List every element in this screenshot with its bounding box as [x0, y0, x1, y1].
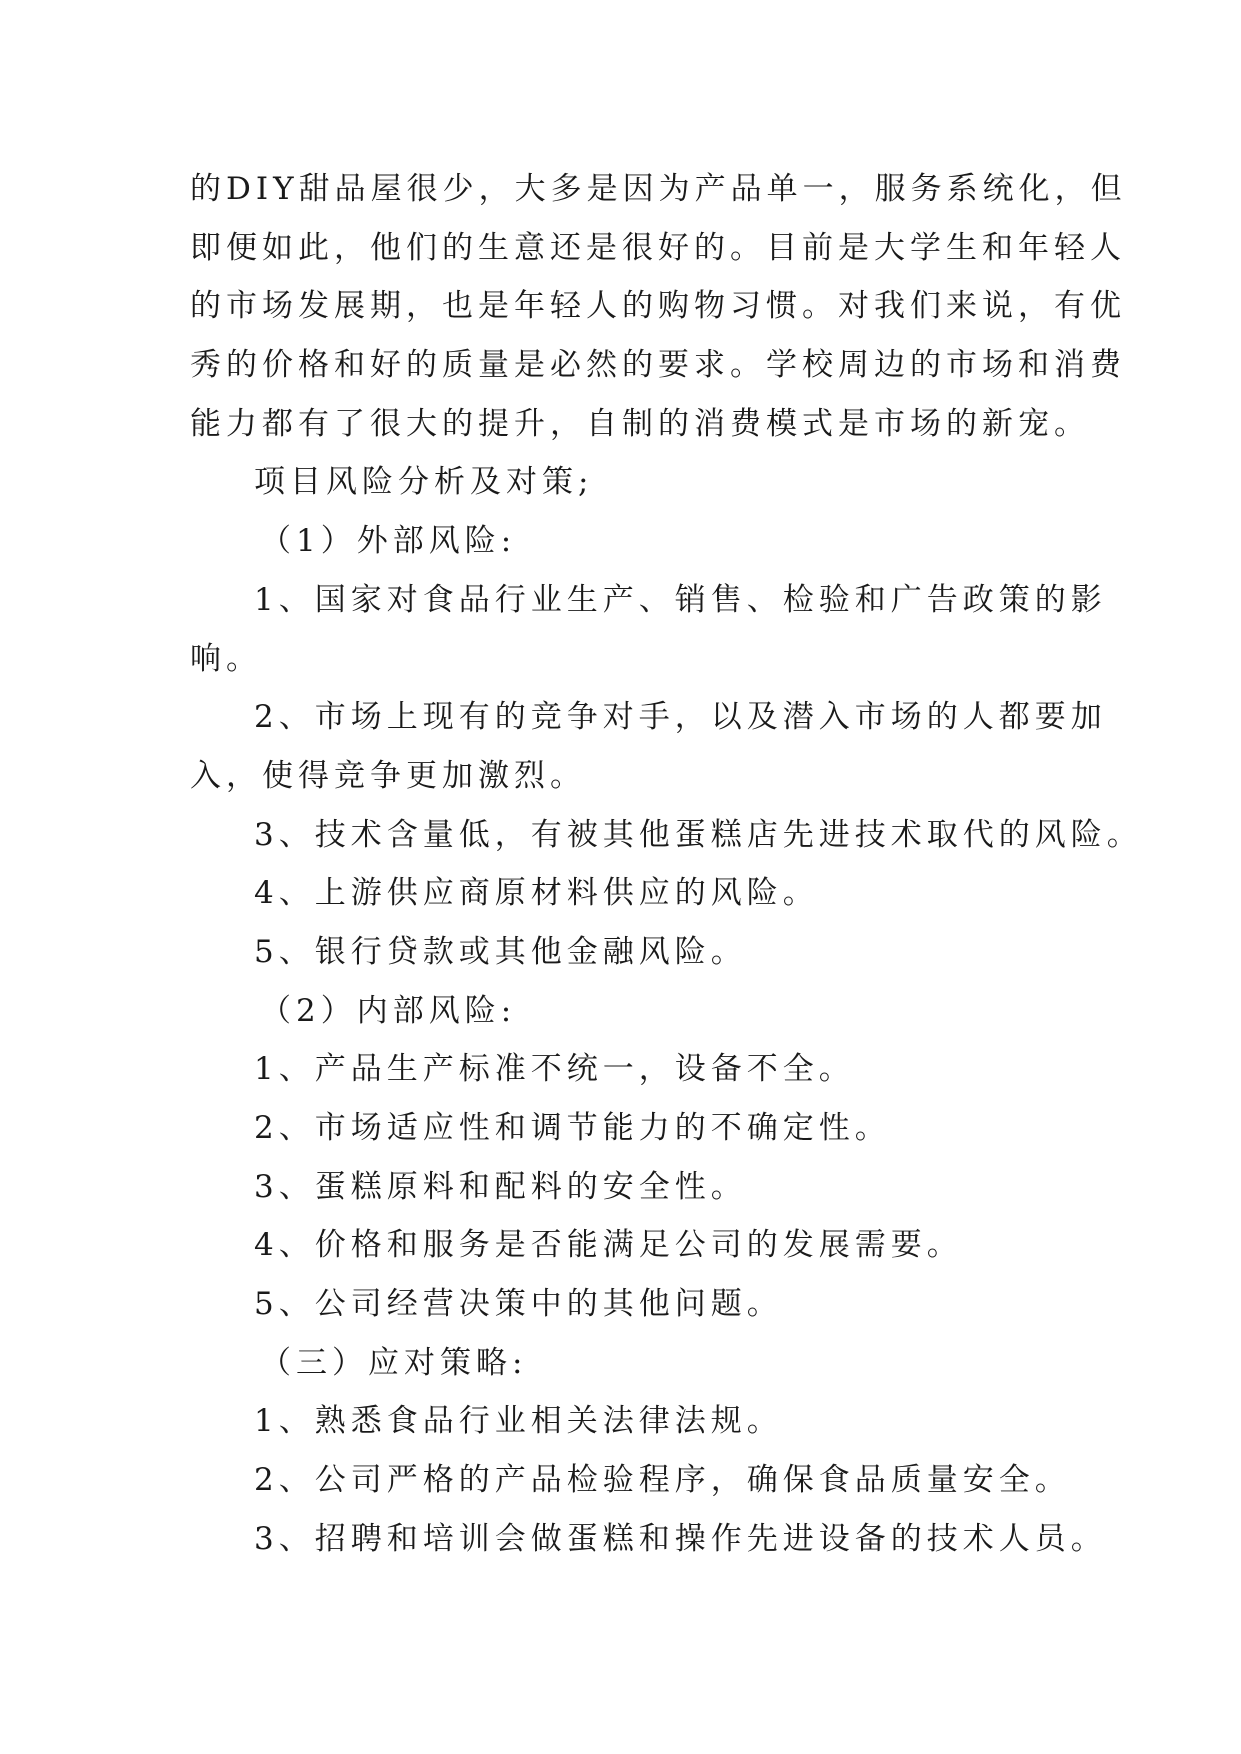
list-item: 1、产品生产标准不统一，设备不全。	[254, 1051, 855, 1088]
list-item: 4、价格和服务是否能满足公司的发展需要。	[254, 1227, 963, 1264]
subheading-countermeasures: （三）应对策略:	[260, 1344, 528, 1381]
list-item: 3、蛋糕原料和配料的安全性。	[254, 1168, 747, 1205]
document-body	[190, 160, 1143, 1569]
list-item: 1、熟悉食品行业相关法律法规。	[254, 1403, 783, 1440]
list-item: 4、上游供应商原材料供应的风险。	[254, 875, 819, 912]
list-item: 5、银行贷款或其他金融风险。	[254, 933, 747, 970]
list-item: 2、公司严格的产品检验程序，确保食品质量安全。	[254, 1462, 1071, 1499]
subheading-external-risk: （1）外部风险:	[260, 523, 517, 560]
list-item: 2、市场上现有的竞争对手，以及潜入市场的人都要加	[254, 699, 1107, 736]
paragraph-line: 的DIY甜品屋很少，大多是因为产品单一，服务系统化，但	[190, 171, 1127, 207]
paragraph-line: 即便如此，他们的生意还是很好的。目前是大学生和年轻人	[190, 229, 1126, 266]
paragraph-line: 能力都有了很大的提升，自制的消费模式是市场的新宠。	[190, 405, 1090, 442]
paragraph-line: 的市场发展期，也是年轻人的购物习惯。对我们来说，有优	[190, 288, 1126, 325]
subheading-internal-risk: （2）内部风险:	[260, 992, 517, 1029]
paragraph-line: 秀的价格和好的质量是必然的要求。学校周边的市场和消费	[190, 347, 1126, 384]
list-item: 2、市场适应性和调节能力的不确定性。	[254, 1110, 891, 1146]
section-heading-risk-analysis: 项目风险分析及对策;	[254, 464, 594, 501]
list-item-continuation: 入，使得竞争更加激烈。	[190, 757, 586, 794]
list-item: 5、公司经营决策中的其他问题。	[254, 1286, 783, 1323]
list-item: 1、国家对食品行业生产、销售、检验和广告政策的影	[254, 581, 1107, 618]
list-item: 3、技术含量低，有被其他蛋糕店先进技术取代的风险。	[254, 816, 1143, 853]
list-item: 3、招聘和培训会做蛋糕和操作先进设备的技术人员。	[254, 1520, 1107, 1557]
list-item-continuation: 响。	[190, 640, 262, 677]
